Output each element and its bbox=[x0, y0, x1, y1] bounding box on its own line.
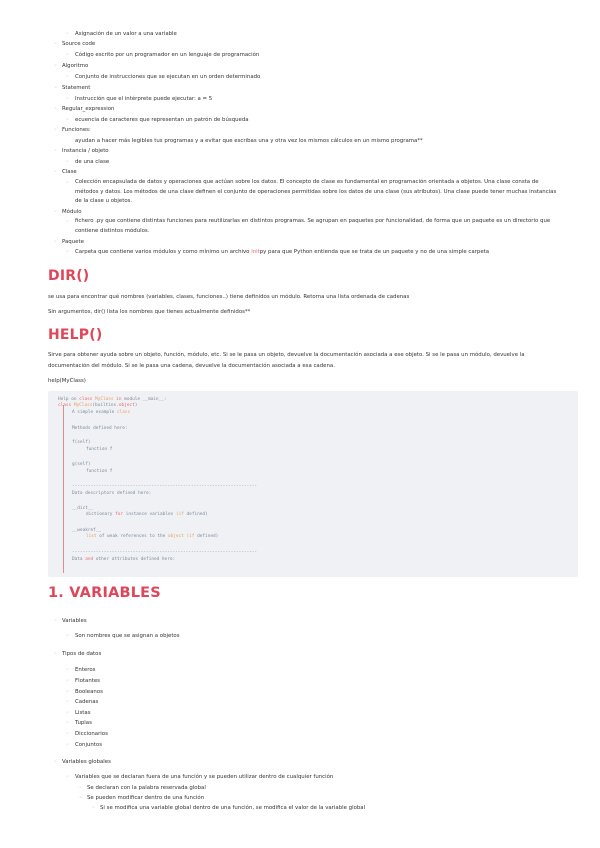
code-line: list of weak references to the object (if defined) bbox=[86, 534, 219, 539]
bullet-hollow: ◦ bbox=[54, 127, 57, 133]
list-item: Paquete bbox=[62, 239, 84, 245]
code-block bbox=[48, 391, 578, 577]
list-item: Asignación de un valor a una variable bbox=[75, 31, 177, 37]
code-line: ---------------------------------------------------------------------- bbox=[72, 484, 258, 489]
bullet-hollow: ◦ bbox=[54, 85, 57, 91]
bullet-hollow: ◦ bbox=[66, 180, 69, 186]
list-item: Algoritmo bbox=[62, 63, 89, 69]
section-heading-variables: 1. VARIABLES bbox=[48, 585, 161, 601]
list-item: Tuplas bbox=[75, 720, 92, 726]
code-line: A simple example class bbox=[72, 410, 131, 415]
code-line: function f bbox=[86, 447, 113, 452]
bullet-hollow: ◦ bbox=[66, 633, 69, 639]
bullet-hollow: ◦ bbox=[92, 805, 95, 811]
code-line: function f bbox=[86, 469, 113, 474]
paragraph: se usa para encontrar qué nombres (variables, clases, funciones..) tiene definidos un módulo. Retorna una lista ordenada de cadenas bbox=[48, 294, 410, 300]
list-item: Flotantes bbox=[75, 678, 100, 684]
bullet-hollow: ◦ bbox=[54, 759, 57, 765]
code-indent-bar bbox=[63, 405, 64, 573]
list-item: fichero .py que contiene distintas funciones para reutilizarlas en distintos programas. Se agrupan en paquetes por funcionalidad, de forma que un paquete es un directorio que contiene distintos módulos. bbox=[75, 218, 551, 234]
list-item: de una clase bbox=[75, 159, 110, 165]
inline-code: init bbox=[251, 249, 260, 255]
list-item: Booleanos bbox=[75, 689, 103, 695]
bullet-hollow: ◦ bbox=[66, 219, 69, 225]
bullet-hollow: ◦ bbox=[66, 667, 69, 673]
bullet-hollow: ◦ bbox=[66, 159, 69, 165]
list-item: Diccionarios bbox=[75, 731, 108, 737]
list-item: Regular_expression bbox=[62, 106, 115, 112]
list-item: ecuencia de caracteres que representan un patrón de búsqueda bbox=[75, 117, 249, 123]
list-item: Tipos de datos bbox=[62, 651, 102, 657]
bullet-hollow: ◦ bbox=[66, 52, 69, 58]
bullet-hollow: ◦ bbox=[54, 651, 57, 657]
list-item: Se declaran con la palabra reservada global bbox=[87, 785, 206, 791]
list-item: Funciones: bbox=[62, 127, 91, 133]
code-line: Data descriptors defined here: bbox=[72, 491, 152, 496]
bullet-hollow: ◦ bbox=[54, 148, 57, 154]
list-item: Cadenas bbox=[75, 699, 99, 705]
bullet-hollow: ◦ bbox=[66, 117, 69, 123]
list-item: Son nombres que se asignan a objetos bbox=[75, 633, 180, 639]
bullet-hollow: ◦ bbox=[66, 678, 69, 684]
list-item: Variables que se declaran fuera de una función y se pueden utilizar dentro de cualquier función bbox=[75, 774, 334, 780]
section-heading-help: HELP() bbox=[48, 327, 103, 343]
bullet-hollow: ◦ bbox=[66, 774, 69, 780]
bullet-hollow: ◦ bbox=[79, 795, 82, 801]
list-item: Código escrito por un programador en un lenguaje de programación bbox=[75, 52, 260, 58]
bullet-hollow: ◦ bbox=[54, 41, 57, 47]
code-line: ---------------------------------------------------------------------- bbox=[72, 550, 258, 555]
bullet-hollow: ◦ bbox=[66, 710, 69, 716]
bullet-hollow: ◦ bbox=[66, 31, 69, 37]
list-item: Módulo bbox=[62, 209, 82, 215]
paragraph: Sirve para obtener ayuda sobre un objeto, función, módulo, etc. Si se le pasa un objeto, devuelve la documentación asociada a ese objeto. Si se le pasa un módulo, devuelve la documentación del módulo. Si se le pasa una cadena, devuelve la documentación asociada a esa cadena. bbox=[48, 352, 525, 369]
code-line: g(self) bbox=[72, 462, 91, 467]
bullet-hollow: ◦ bbox=[66, 74, 69, 80]
bullet-hollow: ◦ bbox=[54, 63, 57, 69]
section-heading-dir: DIR() bbox=[48, 268, 90, 284]
list-item: Colección encapsulada de datos y operaciones que actúan sobre los datos. El concepto de clase es fundamental en programación orientada a objetos. Una clase consta de métodos y datos. Los métodos de una clase definen el conjunto de operaciones permitidas sobre los datos de una clase (sus atributos). Una clase puede tener muchas instancias de la clase u objetos. bbox=[75, 179, 557, 204]
bullet-hollow: ◦ bbox=[54, 618, 57, 624]
code-line: Help on class MyClass in module __main__: bbox=[58, 397, 167, 402]
list-item: Instancia / objeto bbox=[62, 148, 109, 154]
list-item: Conjuntos bbox=[75, 742, 103, 748]
code-line: __dict__ bbox=[72, 506, 94, 511]
bullet-hollow: ◦ bbox=[79, 785, 82, 791]
code-line: __weakref__ bbox=[72, 528, 102, 533]
bullet-hollow: ◦ bbox=[66, 689, 69, 695]
list-item bbox=[75, 249, 489, 256]
code-line: Data and other attributes defined here: bbox=[72, 557, 176, 562]
paragraph: Sin argumentos, dir() lista los nombres que tienes actualmente definidos** bbox=[48, 309, 251, 315]
list-item: Si se modifica una variable global dentro de una función, se modifica el valor de la variable global bbox=[100, 805, 366, 811]
list-item: Conjunto de instrucciones que se ejecutan en un orden determinado bbox=[75, 74, 261, 80]
bullet-hollow: ◦ bbox=[54, 169, 57, 175]
code-line: dictionary for instance variables (if defined) bbox=[86, 512, 208, 517]
paragraph: help(MyClass) bbox=[48, 378, 86, 384]
bullet-hollow: ◦ bbox=[54, 209, 57, 215]
code-line: Methods defined here: bbox=[72, 426, 128, 431]
list-item: Variables globales bbox=[62, 759, 111, 765]
list-item: Statement bbox=[62, 85, 91, 91]
bullet-hollow: ◦ bbox=[54, 239, 57, 245]
bullet-hollow: ◦ bbox=[66, 742, 69, 748]
list-item: Listas bbox=[75, 710, 91, 716]
list-item: Enteros bbox=[75, 667, 96, 673]
bullet-hollow: ◦ bbox=[66, 720, 69, 726]
code-line: class MyClass(builtins.object) bbox=[58, 403, 138, 408]
code-line: f(self) bbox=[72, 440, 91, 445]
package-desc-b: py para que Python entienda que se trata de un paquete y no de una simple carpeta bbox=[259, 249, 490, 255]
list-item: ayudan a hacer más legibles tus programas y a evitar que escribas una y otra vez los mismos cálculos en un mismo programa** bbox=[75, 138, 423, 144]
bullet-hollow: ◦ bbox=[54, 106, 57, 112]
list-item: Se pueden modificar dentro de una función bbox=[87, 795, 205, 801]
bullet-hollow: ◦ bbox=[66, 249, 69, 255]
package-desc-a: Carpeta que contiene varios módulos y como mínimo un archivo bbox=[75, 249, 250, 255]
list-item: Source code bbox=[62, 41, 96, 47]
list-item: Clase bbox=[62, 169, 77, 175]
bullet-hollow: ◦ bbox=[66, 96, 69, 102]
list-item: Variables bbox=[62, 618, 87, 624]
list-item: Instrucción que el intérprete puede ejecutar: a = 5 bbox=[75, 96, 213, 102]
bullet-hollow: ◦ bbox=[66, 699, 69, 705]
bullet-hollow: ◦ bbox=[66, 731, 69, 737]
